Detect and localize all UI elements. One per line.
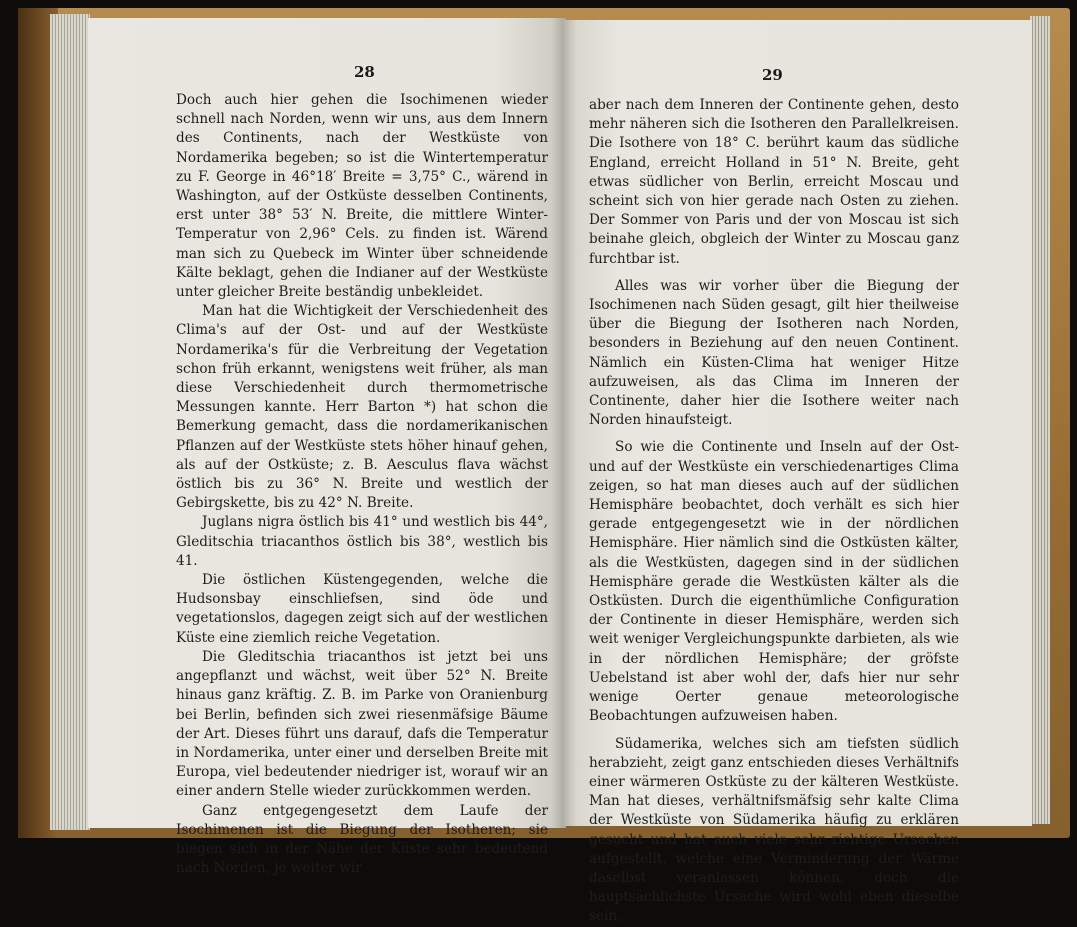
- page-edges-right: [1030, 16, 1050, 824]
- page-number: 28: [354, 63, 375, 81]
- paragraph: Man hat die Wichtigkeit der Verschiedenheit des Clima's auf der Ost- und auf der Westküste Nordamerika's für die Verbreitung der Vegetation schon früh erkannt, wenigstens weit früher, als man diese Verschiedenheit durch thermometrische Messungen kannte. Herr Barton *) hat schon die Bemerkung gemacht, dass die nordamerikanischen Pflanzen auf der Westküste stets höher hinauf gehen, als auf der Ostküste; z. B. Aesculus flava wächst östlich bis zu 36° N. Breite und westlich der Gebirgskette, bis zu 42° N. Breite.: [176, 303, 548, 512]
- paragraph: Doch auch hier gehen die Isochimenen wieder schnell nach Norden, wenn wir uns, aus dem Innern des Continents, nach der Westküste von Nordamerika begeben; so ist die Wintertemperatur zu F. George in 46°18′ Breite = 3,75° C., wärend in Washington, auf der Ostküste desselben Continents, erst unter 38° 53′ N. Breite, die mittlere Winter-Temperatur von 2,96° Cels. zu finden ist. Wärend man sich zu Quebeck im Winter über schneidende Kälte beklagt, gehen die Indianer auf der Westküste unter gleicher Breite beständig unbekleidet.: [176, 92, 548, 301]
- page-body: [176, 91, 548, 878]
- paragraph: Die östlichen Küstengegenden, welche die Hudsonsbay einschliefsen, sind öde und vegetationslos, dagegen zeigt sich auf der westlichen Küste eine ziemlich reiche Vegetation.: [176, 572, 548, 646]
- paragraph: Die Gleditschia triacanthos ist jetzt bei uns angepflanzt und wächst, weit über 52° N. Breite hinaus ganz kräftig. Z. B. im Parke von Oranienburg bei Berlin, befinden sich zwei riesenmäfsige Bäume der Art. Dieses führt uns darauf, dafs die Temperatur in Nordamerika, unter einer und derselben Breite mit Europa, viel bedeutender niedriger ist, worauf wir an einer andern Stelle wieder zurückkommen werden.: [176, 648, 548, 800]
- paragraph: Juglans nigra östlich bis 41° und westlich bis 44°, Gleditschia triacanthos östlich bis 38°, westlich bis 41.: [176, 514, 548, 569]
- paragraph: Alles was wir vorher über die Biegung der Isochimenen nach Süden gesagt, gilt hier theilweise über die Biegung der Isotheren nach Norden, besonders in Beziehung auf den neuen Continent. Nämlich ein Küsten-Clima hat weniger Hitze aufzuweisen, als das Clima im Inneren der Continente, daher hier die Isothere weiter nach Norden hinaufsteigt.: [589, 277, 959, 429]
- paragraph: Südamerika, welches sich am tiefsten südlich herabzieht, zeigt ganz entschieden dieses Verhältnifs einer wärmeren Ostküste zu der kälteren Westküste. Man hat dieses, verhältnifsmäfsig sehr kalte Clima der Westküste von Südamerika häufig zu erklären gesucht und hat auch viele sehr richtige Ursachen aufgestellt, welche eine Verminderung der Wärme daselbst veranlassen können, doch die hauptsächlichste Ursache wird wohl eben dieselbe sein,: [589, 735, 959, 925]
- page-body: [589, 96, 959, 927]
- right-page: [562, 20, 1032, 925]
- page-edges-left: [50, 14, 90, 830]
- page-number: 29: [762, 66, 783, 84]
- paragraph: aber nach dem Inneren der Continente gehen, desto mehr näheren sich die Isotheren den Parallelkreisen. Die Isothere von 18° C. berührt kaum das südliche England, erreicht Holland in 51° N. Breite, geht etwas südlicher von Berlin, erreicht Moscau und scheint sich von hier gerade nach Osten zu ziehen. Der Sommer von Paris und der von Moscau ist sich beinahe gleich, obgleich der Winter zu Moscau ganz furchtbar ist.: [589, 97, 959, 267]
- paragraph: Ganz entgegengesetzt dem Laufe der Isochimenen ist die Biegung der Isotheren; sie biegen sich in der Nähe der Küste sehr bedeutend nach Norden, je weiter wir: [176, 802, 548, 877]
- paragraph: So wie die Continente und Inseln auf der Ost- und auf der Westküste ein verschiedenartiges Clima zeigen, so hat man dieses auch auf der südlichen Hemisphäre beobachtet, doch verhält es sich hier gerade entgegengesetzt wie in der nördlichen Hemisphäre. Hier nämlich sind die Ostküsten kälter, als die Westküsten, dagegen sind in der südlichen Hemisphäre gerade die Westküsten kälter als die Ostküsten. Durch die eigenthümliche Configuration der Continente in dieser Hemisphäre, werden sich weit weniger Vergleichungspunkte darbieten, als wie in der nördlichen Hemisphäre; der gröfste Uebelstand ist aber wohl der, dafs hier nur sehr wenige Oerter genaue meteorologische Beobachtungen aufzuweisen haben.: [589, 439, 959, 725]
- left-page: [88, 18, 566, 877]
